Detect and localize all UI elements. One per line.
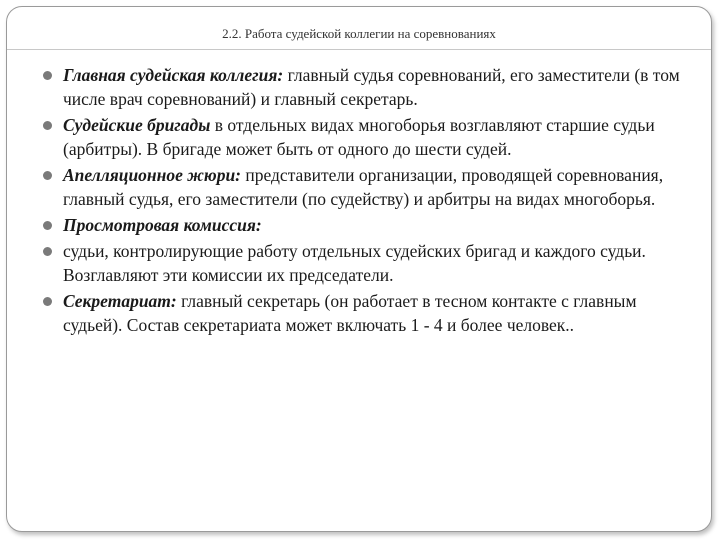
slide-frame [6, 6, 712, 532]
bullet-term: Судейские бригады [63, 115, 211, 135]
bullet-dot-icon [43, 171, 52, 180]
bullet-item-main-panel [43, 63, 693, 111]
bullet-item-judge-teams [43, 113, 693, 161]
slide-header [7, 7, 711, 50]
bullet-text: в отдельных видах многоборья возглавляют старшие судьи (арбитры). В бригаде может быть от одного до шести судей. [63, 115, 655, 159]
bullet-text: представители организации, проводящей соревнования, главный судья, его заместители (по судейству) и арбитры на видах многоборья. [63, 165, 664, 209]
bullet-list [43, 63, 693, 339]
bullet-term: Секретариат: [63, 291, 177, 311]
bullet-item-review-commission [43, 213, 693, 237]
bullet-text: главный секретарь (он работает в тесном контакте с главным судьей). Состав секретариата может включать 1 - 4 и более человек.. [63, 291, 637, 335]
bullet-item-secretariat [43, 289, 693, 337]
slide-title: 2.2. Работа судейской коллегии на соревнованиях [222, 26, 496, 41]
bullet-text: главный судья соревнований, его заместители (в том числе врач соревнований) и главный секретарь. [63, 65, 680, 109]
bullet-term: Просмотровая комиссия: [63, 215, 262, 235]
bullet-text: судьи, контролирующие работу отдельных судейских бригад и каждого судьи. Возглавляют эти комиссии их председатели. [63, 241, 646, 285]
bullet-item-appeal-jury [43, 163, 693, 211]
bullet-term: Апелляционное жюри: [63, 165, 241, 185]
bullet-term: Главная судейская коллегия: [63, 65, 284, 85]
bullet-item-review-commission-details [43, 239, 693, 287]
bullet-dot-icon [43, 297, 52, 306]
bullet-dot-icon [43, 71, 52, 80]
bullet-dot-icon [43, 121, 52, 130]
bullet-dot-icon [43, 221, 52, 230]
bullet-dot-icon [43, 247, 52, 256]
